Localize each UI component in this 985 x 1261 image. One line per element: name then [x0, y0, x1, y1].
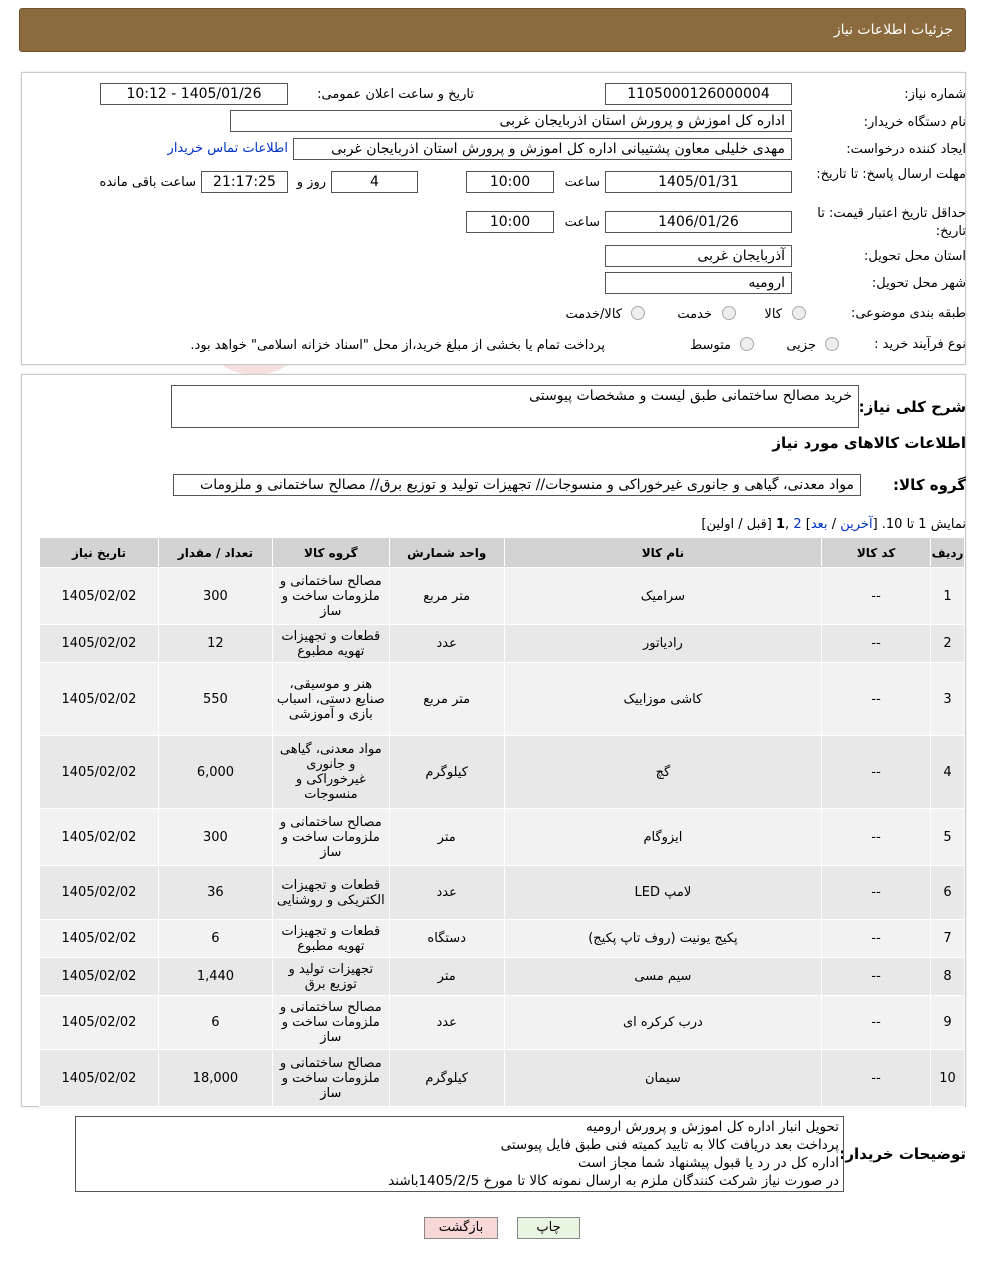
province-label: استان محل تحویل: [864, 249, 966, 264]
province-field: آذربایجان غربی [605, 245, 792, 267]
validity-label: حداقل تاریخ اعتبار قیمت: تا تاریخ: [817, 206, 966, 239]
back-button[interactable]: بازگشت [424, 1217, 498, 1239]
table-cell: 6,000 [158, 736, 272, 809]
table-cell: سرامیک [504, 568, 822, 625]
page-header [19, 8, 966, 52]
table-cell: -- [822, 958, 931, 996]
days-remaining-field: 4 [331, 171, 418, 193]
table-cell: کیلوگرم [389, 736, 504, 809]
table-row [40, 958, 965, 996]
table-cell: 7 [931, 920, 965, 958]
col-group: گروه کالا [272, 538, 389, 568]
table-cell: 12 [158, 625, 272, 663]
table-row [40, 920, 965, 958]
table-cell: کاشی موزاییک [504, 663, 822, 736]
table-cell: -- [822, 568, 931, 625]
process-medium-label: متوسط [690, 338, 731, 353]
category-service-label: خدمت [677, 307, 712, 322]
process-small-label: جزیی [786, 338, 816, 353]
col-name: نام کالا [504, 538, 822, 568]
desc-field: خرید مصالح ساختمانی طبق لیست و مشخصات پیوستی [171, 385, 859, 428]
print-button[interactable]: چاپ [517, 1217, 580, 1239]
pager-page-2[interactable]: 2 [793, 517, 802, 532]
table-cell: 3 [931, 663, 965, 736]
table-cell: عدد [389, 996, 504, 1050]
validity-time-label: ساعت [564, 215, 600, 230]
process-small-radio[interactable] [825, 337, 839, 351]
validity-date-field: 1406/01/26 [605, 211, 792, 233]
pager-page-1: 1 [776, 517, 786, 532]
table-cell: متر مربع [389, 663, 504, 736]
table-cell: 1405/02/02 [40, 996, 159, 1050]
category-label: طبقه بندی موضوعی: [850, 306, 966, 321]
table-cell: 2 [931, 625, 965, 663]
category-goods-radio[interactable] [792, 306, 806, 320]
table-cell: سیمان [504, 1050, 822, 1107]
table-row [40, 996, 965, 1050]
table-cell: 5 [931, 809, 965, 866]
table-cell: -- [822, 809, 931, 866]
table-cell: 1 [931, 568, 965, 625]
table-cell: مصالح ساختمانی و ملزومات ساخت و ساز [272, 809, 389, 866]
col-date: تاریخ نیاز [40, 538, 159, 568]
reply-time-field: 10:00 [466, 171, 554, 193]
days-label: روز و [296, 175, 326, 190]
remaining-label: ساعت باقی مانده [99, 175, 196, 190]
table-cell: متر [389, 809, 504, 866]
table-cell: -- [822, 920, 931, 958]
pager-last[interactable]: آخرین [840, 517, 873, 532]
validity-time-field: 10:00 [466, 211, 554, 233]
table-cell: 36 [158, 866, 272, 920]
table-cell: قطعات و تجهیزات تهویه مطبوع [272, 625, 389, 663]
table-cell: هنر و موسیقی، صنایع دستی، اسباب بازی و آموزشی [272, 663, 389, 736]
table-cell: قطعات و تجهیزات تهویه مطبوع [272, 920, 389, 958]
table-row [40, 866, 965, 920]
table-cell: 300 [158, 809, 272, 866]
table-cell: لامپ LED [504, 866, 822, 920]
table-cell: 550 [158, 663, 272, 736]
table-row [40, 736, 965, 809]
table-cell: 1405/02/02 [40, 1050, 159, 1107]
category-service-radio[interactable] [722, 306, 736, 320]
table-cell: درب کرکره ای [504, 996, 822, 1050]
table-cell: 10 [931, 1050, 965, 1107]
table-cell: -- [822, 736, 931, 809]
page-title: جزئیات اطلاعات نیاز [833, 22, 953, 38]
buyer-org-label: نام دستگاه خریدار: [863, 115, 966, 130]
table-cell: متر مربع [389, 568, 504, 625]
table-cell: 300 [158, 568, 272, 625]
table-cell: 6 [158, 996, 272, 1050]
col-row: ردیف [931, 538, 965, 568]
treasury-note: پرداخت تمام یا بخشی از مبلغ خرید،از محل "اسناد خزانه اسلامی" خواهد بود. [190, 338, 605, 353]
table-cell: 6 [931, 866, 965, 920]
table-cell: -- [822, 1050, 931, 1107]
table-row [40, 1050, 965, 1107]
requester-label: ایجاد کننده درخواست: [846, 142, 966, 157]
table-cell: مصالح ساختمانی و ملزومات ساخت و ساز [272, 996, 389, 1050]
table-cell: 1,440 [158, 958, 272, 996]
reply-date-field: 1405/01/31 [605, 171, 792, 193]
announce-label: تاریخ و ساعت اعلان عمومی: [317, 87, 474, 102]
col-qty: تعداد / مقدار [158, 538, 272, 568]
table-row [40, 625, 965, 663]
time-remaining-field: 21:17:25 [201, 171, 288, 193]
reply-time-label: ساعت [564, 175, 600, 190]
requester-field: مهدی خلیلی معاون پشتیبانی اداره کل اموزش و پرورش استان اذربایجان غربی [293, 138, 792, 160]
notes-field: تحویل انبار اداره کل اموزش و پرورش ارومیه پرداخت بعد دریافت کالا به تایید کمیته فنی طبق فایل پیوستی اداره کل در رد یا قبول پیشنهاد شما مجاز است در صورت نیاز شرکت کنندگان ملزم به ارسال نمونه کالا تا مورخ 1405/2/5باشند [75, 1116, 844, 1192]
buyer-org-field: اداره کل اموزش و پرورش استان اذربایجان غربی [230, 110, 792, 132]
table-cell: 1405/02/02 [40, 958, 159, 996]
pager-next[interactable]: بعد [810, 517, 828, 532]
table-cell: سیم مسی [504, 958, 822, 996]
category-both-label: کالا/خدمت [565, 307, 622, 322]
table-cell: 1405/02/02 [40, 866, 159, 920]
pagination: نمایش 1 تا 10. [آخرین / بعد] 2 ,1 [قبل / اولین] [701, 517, 966, 532]
table-cell: 4 [931, 736, 965, 809]
table-cell: 6 [158, 920, 272, 958]
table-cell: -- [822, 996, 931, 1050]
table-cell: 1405/02/02 [40, 625, 159, 663]
table-cell: گچ [504, 736, 822, 809]
table-cell: دستگاه [389, 920, 504, 958]
items-table [39, 537, 965, 1107]
table-cell: 1405/02/02 [40, 809, 159, 866]
table-cell: مواد معدنی، گیاهی و جانوری غیرخوراکی و منسوجات [272, 736, 389, 809]
category-both-radio[interactable] [631, 306, 645, 320]
table-cell: کیلوگرم [389, 1050, 504, 1107]
city-field: ارومیه [605, 272, 792, 294]
table-row [40, 809, 965, 866]
group-label: گروه کالا: [893, 476, 966, 494]
announce-field: 1405/01/26 - 10:12 [100, 83, 288, 105]
table-cell: قطعات و تجهیزات الکتریکی و روشنایی [272, 866, 389, 920]
col-code: کد کالا [822, 538, 931, 568]
need-number-label: شماره نیاز: [904, 87, 966, 102]
desc-label: شرح کلی نیاز: [858, 398, 966, 416]
table-cell: 1405/02/02 [40, 920, 159, 958]
table-cell: 8 [931, 958, 965, 996]
table-cell: ایزوگام [504, 809, 822, 866]
table-cell: عدد [389, 866, 504, 920]
city-label: شهر محل تحویل: [871, 276, 966, 291]
table-cell: -- [822, 663, 931, 736]
table-cell: عدد [389, 625, 504, 663]
table-cell: مصالح ساختمانی و ملزومات ساخت و ساز [272, 1050, 389, 1107]
table-row [40, 568, 965, 625]
process-medium-radio[interactable] [740, 337, 754, 351]
table-cell: مصالح ساختمانی و ملزومات ساخت و ساز [272, 568, 389, 625]
table-header-row [40, 538, 965, 568]
table-row [40, 663, 965, 736]
table-cell: 1405/02/02 [40, 663, 159, 736]
col-unit: واحد شمارش [389, 538, 504, 568]
table-cell: پکیج یونیت (روف تاپ پکیج) [504, 920, 822, 958]
table-cell: 1405/02/02 [40, 736, 159, 809]
table-cell: -- [822, 625, 931, 663]
reply-deadline-label: مهلت ارسال پاسخ: تا تاریخ: [816, 167, 966, 182]
table-cell: -- [822, 866, 931, 920]
table-cell: 18,000 [158, 1050, 272, 1107]
table-cell: 1405/02/02 [40, 568, 159, 625]
group-field: مواد معدنی، گیاهی و جانوری غیرخوراکی و منسوجات// تجهیزات تولید و توزیع برق// مصالح ساختمانی و ملزومات [173, 474, 861, 496]
table-cell: 9 [931, 996, 965, 1050]
process-label: نوع فرآیند خرید : [874, 337, 966, 352]
need-number-field: 1105000126000004 [605, 83, 792, 105]
table-cell: متر [389, 958, 504, 996]
buyer-contact-link[interactable]: اطلاعات تماس خریدار [167, 141, 288, 156]
table-cell: رادیاتور [504, 625, 822, 663]
category-goods-label: کالا [764, 307, 782, 322]
notes-label: توضیحات خریدار: [839, 1145, 966, 1163]
table-cell: تجهیزات تولید و توزیع برق [272, 958, 389, 996]
goods-info-title: اطلاعات کالاهای مورد نیاز [772, 434, 966, 452]
